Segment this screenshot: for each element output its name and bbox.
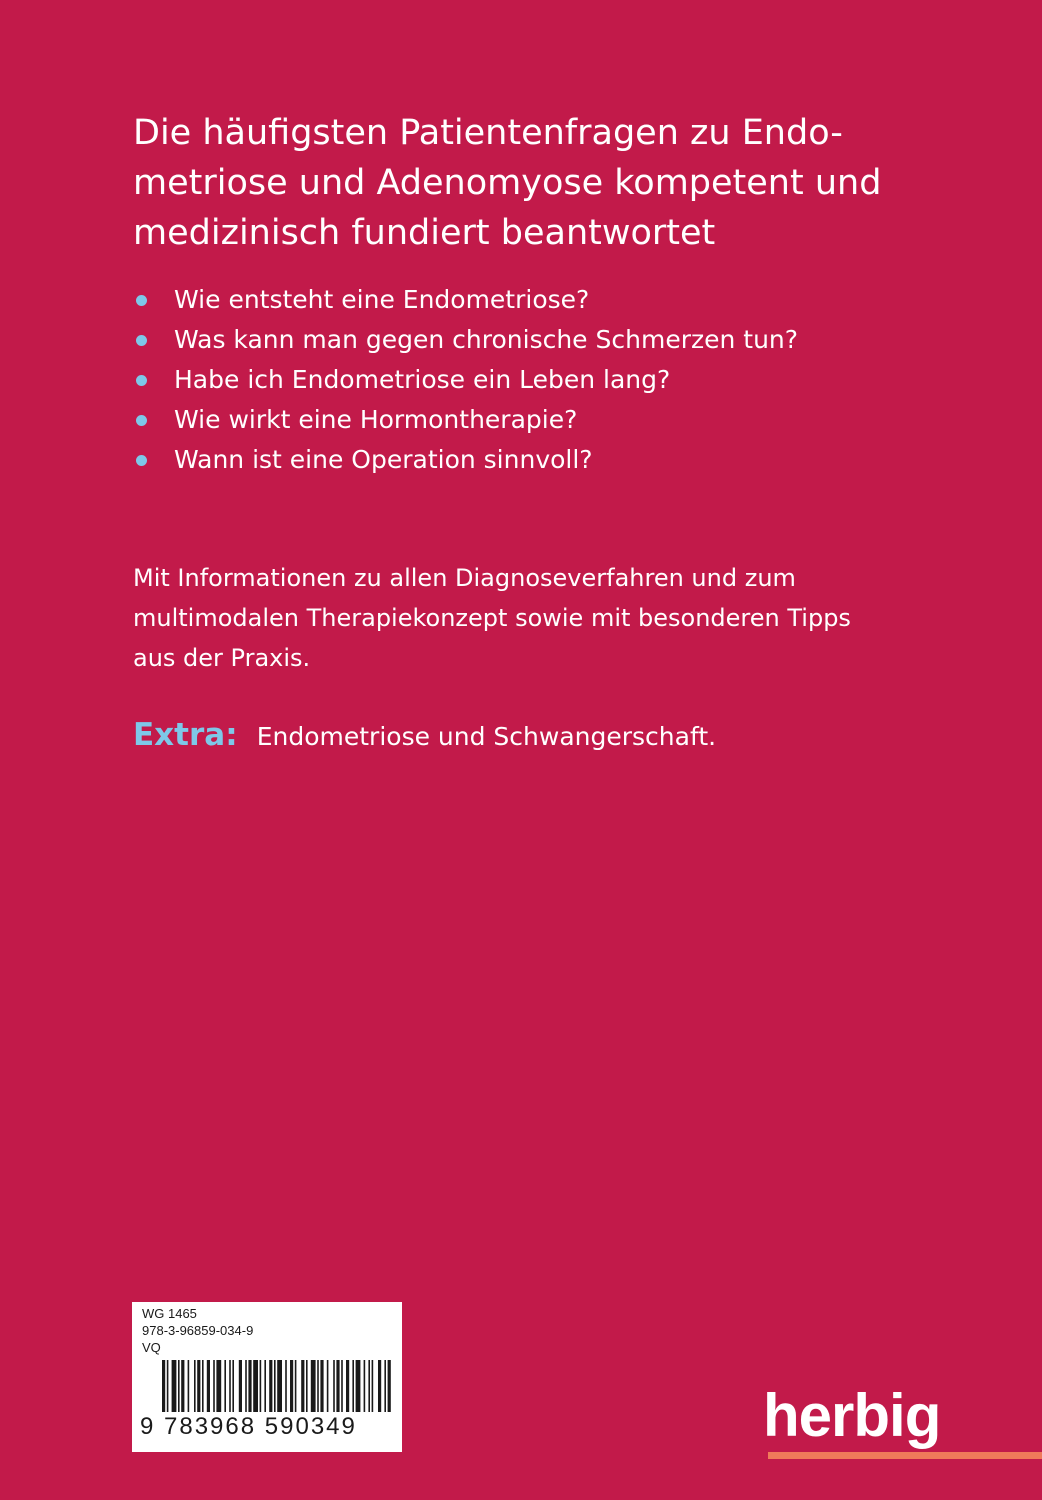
info-line-3: aus der Praxis. (133, 644, 311, 672)
bullet-dot-icon (136, 415, 147, 426)
headline (133, 108, 993, 258)
isbn-text: 978-3-96859-034-9 (142, 1323, 254, 1338)
headline-line-3: medizinisch fundiert beantwortet (133, 213, 716, 253)
bullet-dot-icon (136, 295, 147, 306)
publisher-underline (768, 1452, 1042, 1459)
list-item (133, 320, 993, 360)
list-item (133, 400, 993, 440)
headline-line-1: Die häufigsten Patientenfragen zu Endo- (133, 113, 843, 153)
publisher-logo: herbig (763, 1382, 941, 1449)
list-item (133, 440, 993, 480)
bullet-dot-icon (136, 335, 147, 346)
barcode-label (132, 1302, 402, 1452)
extra-text: Endometriose und Schwangerschaft. (256, 722, 717, 751)
list-item (133, 360, 993, 400)
info-line-1: Mit Informationen zu allen Diagnoseverfahren und zum (133, 564, 796, 592)
info-paragraph (133, 558, 993, 678)
bullet-dot-icon (136, 455, 147, 466)
extra-note (133, 717, 716, 753)
extra-label: Extra: (133, 717, 238, 753)
headline-line-2: metriose und Adenomyose kompetent und (133, 163, 882, 203)
question-list (133, 280, 993, 480)
question-text: Habe ich Endometriose ein Leben lang? (174, 365, 671, 394)
vq-code: VQ (142, 1340, 161, 1355)
question-text: Wie wirkt eine Hormontherapie? (174, 405, 578, 434)
question-text: Wann ist eine Operation sinnvoll? (174, 445, 593, 474)
genre-code: WG 1465 (142, 1306, 197, 1321)
question-text: Wie entsteht eine Endometriose? (174, 285, 590, 314)
list-item (133, 280, 993, 320)
bullet-dot-icon (136, 375, 147, 386)
info-line-2: multimodalen Therapiekonzept sowie mit besonderen Tipps (133, 604, 851, 632)
question-text: Was kann man gegen chronische Schmerzen tun? (174, 325, 799, 354)
barcode-digits: 9 783968 590349 (140, 1413, 357, 1440)
